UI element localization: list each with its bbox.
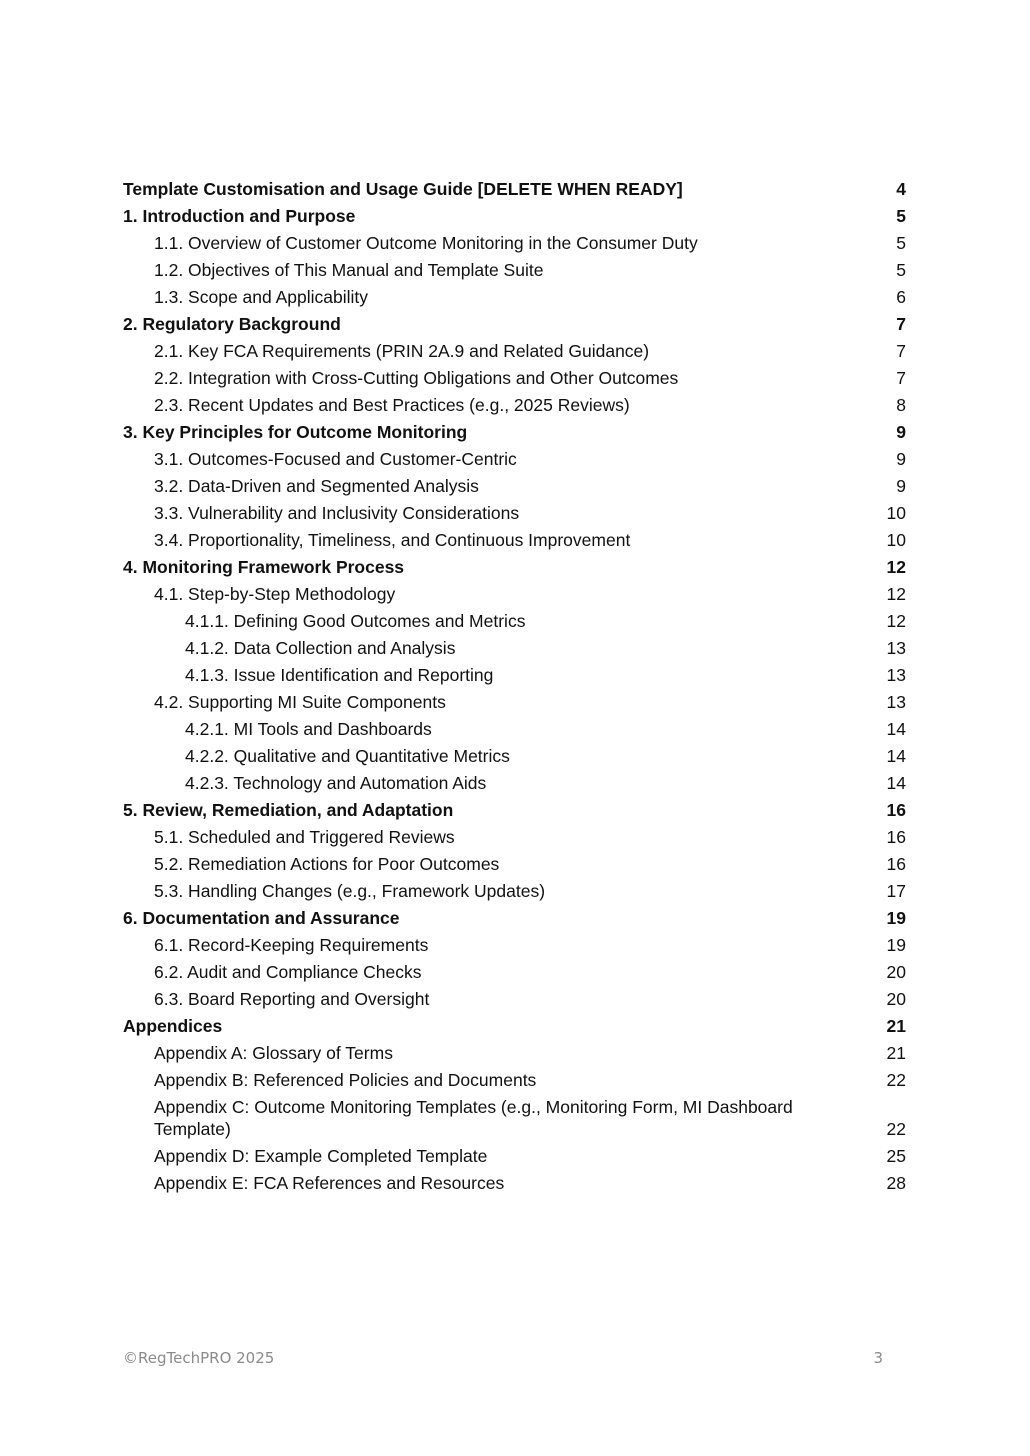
toc-subsubsection-entry[interactable] <box>123 607 906 634</box>
toc-entry-page-number: 20 <box>886 988 906 1009</box>
toc-entry-title: 6.2. Audit and Compliance Checks <box>154 961 422 982</box>
toc-entry-title: Template Customisation and Usage Guide [DELETE WHEN READY] <box>123 178 683 199</box>
toc-entry-title: 3.4. Proportionality, Timeliness, and Continuous Improvement <box>154 529 631 550</box>
toc-entry-title: Appendix A: Glossary of Terms <box>154 1042 393 1063</box>
toc-subsection-entry[interactable] <box>123 1093 906 1142</box>
toc-entry-title: 2.3. Recent Updates and Best Practices (e.g., 2025 Reviews) <box>154 394 630 415</box>
toc-entry-title: 1.3. Scope and Applicability <box>154 286 369 307</box>
toc-entry-title: 1. Introduction and Purpose <box>123 205 356 226</box>
toc-entry-page-number: 13 <box>886 664 906 685</box>
toc-heading-entry[interactable] <box>123 553 906 580</box>
toc-heading-entry[interactable] <box>123 904 906 931</box>
toc-entry-title: 5.2. Remediation Actions for Poor Outcomes <box>154 853 500 874</box>
toc-entry-page-number: 7 <box>896 367 906 388</box>
toc-subsubsection-entry[interactable] <box>123 742 906 769</box>
toc-subsection-entry[interactable] <box>123 499 906 526</box>
toc-subsection-entry[interactable] <box>123 688 906 715</box>
footer-copyright: ©RegTechPRO 2025 <box>123 1349 275 1367</box>
toc-entry-title: 6. Documentation and Assurance <box>123 907 400 928</box>
toc-subsubsection-entry[interactable] <box>123 769 906 796</box>
toc-subsection-entry[interactable] <box>123 1039 906 1066</box>
toc-entry-page-number: 5 <box>896 232 906 253</box>
toc-entry-page-number: 21 <box>886 1015 906 1036</box>
toc-entry-title: 1.1. Overview of Customer Outcome Monitoring in the Consumer Duty <box>154 232 698 253</box>
toc-entry-page-number: 28 <box>886 1172 906 1193</box>
toc-entry-page-number: 13 <box>886 637 906 658</box>
toc-entry-title: Appendix C: Outcome Monitoring Templates (e.g., Monitoring Form, MI Dashboard Template) <box>154 1096 793 1139</box>
toc-subsection-entry[interactable] <box>123 337 906 364</box>
toc-entry-page-number: 16 <box>886 853 906 874</box>
toc-entry-title: 3.3. Vulnerability and Inclusivity Considerations <box>154 502 520 523</box>
toc-heading-entry[interactable] <box>123 418 906 445</box>
toc-entry-page-number: 21 <box>886 1042 906 1063</box>
toc-subsubsection-entry[interactable] <box>123 634 906 661</box>
toc-subsection-entry[interactable] <box>123 823 906 850</box>
toc-subsection-entry[interactable] <box>123 1169 906 1196</box>
toc-subsection-entry[interactable] <box>123 283 906 310</box>
toc-entry-title: Appendix D: Example Completed Template <box>154 1145 488 1166</box>
toc-entry-page-number: 9 <box>896 421 906 442</box>
toc-entry-title: 1.2. Objectives of This Manual and Template Suite <box>154 259 544 280</box>
toc-subsection-entry[interactable] <box>123 877 906 904</box>
toc-heading-entry[interactable] <box>123 796 906 823</box>
toc-entry-title: 4.1.1. Defining Good Outcomes and Metrics <box>185 610 526 631</box>
toc-entry-page-number: 14 <box>886 718 906 739</box>
toc-entry-page-number: 12 <box>886 556 906 577</box>
page-footer <box>123 1349 883 1367</box>
toc-subsection-entry[interactable] <box>123 580 906 607</box>
toc-subsection-entry[interactable] <box>123 526 906 553</box>
toc-entry-title: 4.2.1. MI Tools and Dashboards <box>185 718 432 739</box>
footer-page-number: 3 <box>873 1349 883 1367</box>
toc-entry-title: 4. Monitoring Framework Process <box>123 556 405 577</box>
toc-entry-title: Appendix B: Referenced Policies and Documents <box>154 1069 537 1090</box>
toc-entry-title: 2.2. Integration with Cross-Cutting Obligations and Other Outcomes <box>154 367 679 388</box>
toc-subsection-entry[interactable] <box>123 472 906 499</box>
toc-entry-page-number: 4 <box>896 178 906 199</box>
toc-entry-page-number: 19 <box>886 934 906 955</box>
toc-entry-page-number: 10 <box>886 529 906 550</box>
toc-subsection-entry[interactable] <box>123 364 906 391</box>
toc-subsection-entry[interactable] <box>123 445 906 472</box>
toc-heading-entry[interactable] <box>123 202 906 229</box>
toc-entry-title: 3. Key Principles for Outcome Monitoring <box>123 421 468 442</box>
toc-entry-page-number: 22 <box>886 1118 906 1139</box>
toc-entry-page-number: 16 <box>886 826 906 847</box>
toc-entry-title: 6.1. Record-Keeping Requirements <box>154 934 429 955</box>
toc-heading-entry[interactable] <box>123 310 906 337</box>
toc-entry-page-number: 8 <box>896 394 906 415</box>
toc-entry-page-number: 16 <box>886 799 906 820</box>
toc-entry-title: 5.1. Scheduled and Triggered Reviews <box>154 826 455 847</box>
toc-entry-title: 4.2.2. Qualitative and Quantitative Metrics <box>185 745 510 766</box>
toc-subsubsection-entry[interactable] <box>123 715 906 742</box>
toc-entry-page-number: 9 <box>896 448 906 469</box>
toc-entry-title: 4.2. Supporting MI Suite Components <box>154 691 446 712</box>
toc-subsection-entry[interactable] <box>123 1142 906 1169</box>
toc-subsubsection-entry[interactable] <box>123 661 906 688</box>
toc-entry-title: 4.1.3. Issue Identification and Reporting <box>185 664 494 685</box>
toc-entry-title: Appendix E: FCA References and Resources <box>154 1172 505 1193</box>
toc-entry-title: 4.1.2. Data Collection and Analysis <box>185 637 456 658</box>
toc-entry-page-number: 7 <box>896 340 906 361</box>
toc-entry-title: 6.3. Board Reporting and Oversight <box>154 988 430 1009</box>
toc-entry-page-number: 5 <box>896 259 906 280</box>
toc-entry-page-number: 7 <box>896 313 906 334</box>
toc-subsection-entry[interactable] <box>123 985 906 1012</box>
toc-entry-title: 5. Review, Remediation, and Adaptation <box>123 799 454 820</box>
toc-entry-page-number: 19 <box>886 907 906 928</box>
toc-subsection-entry[interactable] <box>123 391 906 418</box>
toc-entry-page-number: 20 <box>886 961 906 982</box>
toc-entry-title: 4.2.3. Technology and Automation Aids <box>185 772 487 793</box>
toc-heading-entry[interactable] <box>123 1012 906 1039</box>
toc-entry-title: 3.1. Outcomes-Focused and Customer-Centric <box>154 448 517 469</box>
toc-subsection-entry[interactable] <box>123 256 906 283</box>
toc-subsection-entry[interactable] <box>123 958 906 985</box>
toc-subsection-entry[interactable] <box>123 931 906 958</box>
toc-entry-page-number: 9 <box>896 475 906 496</box>
toc-entry-page-number: 5 <box>896 205 906 226</box>
toc-subsection-entry[interactable] <box>123 1066 906 1093</box>
toc-subsection-entry[interactable] <box>123 850 906 877</box>
toc-entry-page-number: 12 <box>886 583 906 604</box>
toc-entry-page-number: 14 <box>886 745 906 766</box>
table-of-contents <box>123 175 906 1196</box>
toc-entry-page-number: 6 <box>896 286 906 307</box>
toc-entry-page-number: 13 <box>886 691 906 712</box>
toc-entry-title: 3.2. Data-Driven and Segmented Analysis <box>154 475 479 496</box>
toc-subsection-entry[interactable] <box>123 229 906 256</box>
toc-entry-page-number: 12 <box>886 610 906 631</box>
toc-entry-title: 5.3. Handling Changes (e.g., Framework Updates) <box>154 880 546 901</box>
toc-entry-page-number: 22 <box>886 1069 906 1090</box>
toc-entry-page-number: 14 <box>886 772 906 793</box>
toc-entry-page-number: 17 <box>886 880 906 901</box>
toc-entry-title: Appendices <box>123 1015 223 1036</box>
toc-entry-page-number: 10 <box>886 502 906 523</box>
toc-entry-title: 2. Regulatory Background <box>123 313 341 334</box>
toc-entry-page-number: 25 <box>886 1145 906 1166</box>
toc-entry-title: 2.1. Key FCA Requirements (PRIN 2A.9 and Related Guidance) <box>154 340 650 361</box>
toc-heading-entry[interactable] <box>123 175 906 202</box>
toc-entry-title: 4.1. Step-by-Step Methodology <box>154 583 396 604</box>
